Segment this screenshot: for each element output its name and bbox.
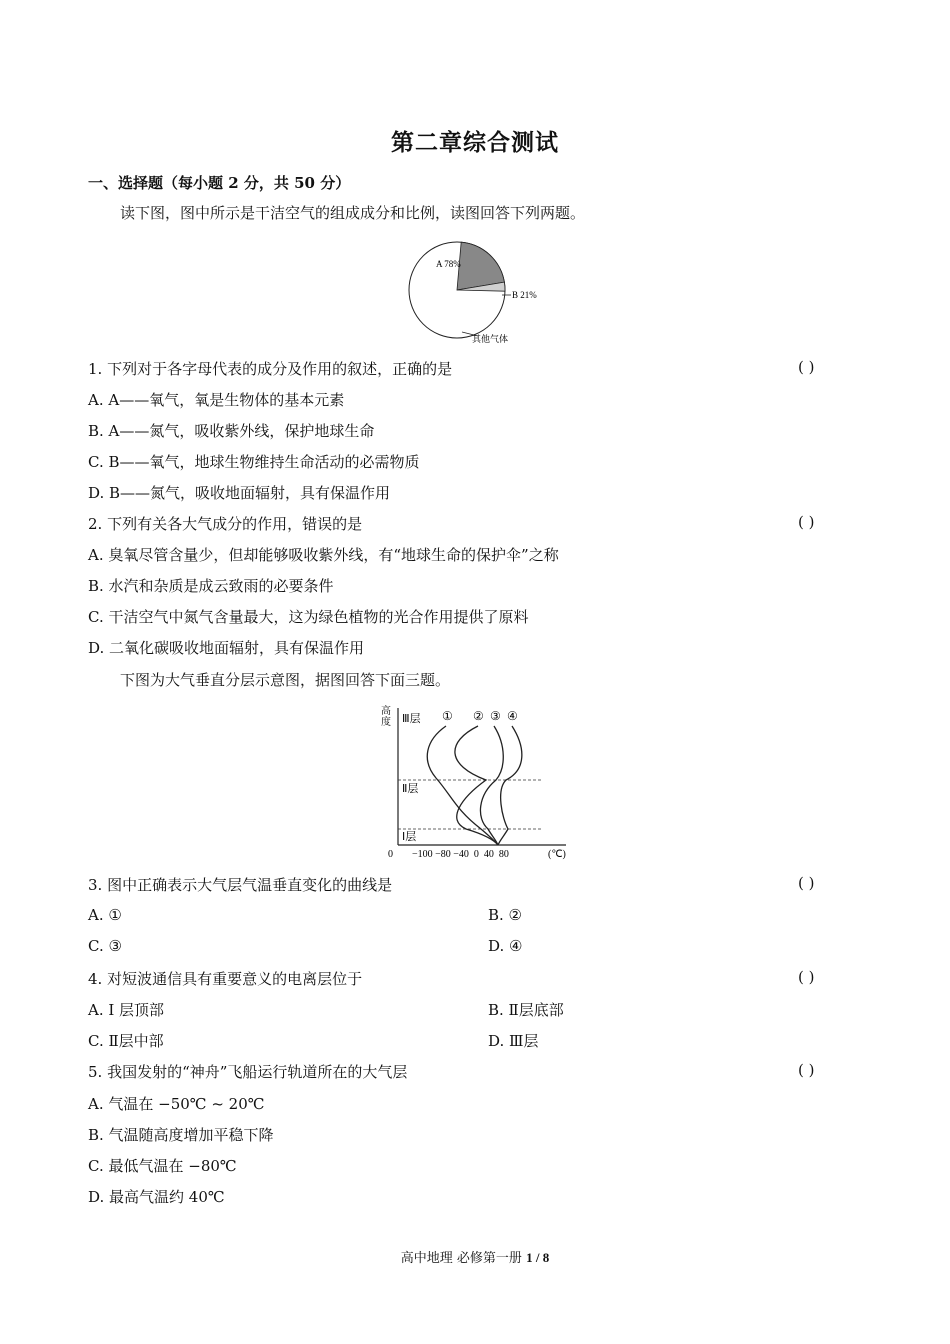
q2-stem: 2. 下列有关各大气成分的作用，错误的是 xyxy=(88,515,363,533)
q3-option-c: C. ③ xyxy=(88,937,122,955)
q5-stem: 5. 我国发射的“神舟”飞船运行轨道所在的大气层 xyxy=(88,1063,408,1081)
atmosphere-diagram xyxy=(376,700,576,865)
page-title: 第二章综合测试 xyxy=(391,129,559,156)
intro-text-1: 读下图，图中所示是干洁空气的组成成分和比例，读图回答下列两题。 xyxy=(120,204,586,222)
q4-answer-paren: ( ) xyxy=(798,968,815,986)
curve-2-marker: ② xyxy=(473,709,484,723)
pie-slice-b xyxy=(457,242,504,290)
x-axis-ticks: −100 −80 −40 0 40 80 xyxy=(412,849,509,860)
q3-stem: 3. 图中正确表示大气层气温垂直变化的曲线是 xyxy=(88,876,393,894)
q4-option-c: C. Ⅱ层中部 xyxy=(88,1032,164,1050)
q2-answer-paren: ( ) xyxy=(798,513,815,531)
intro-text-2: 下图为大气垂直分层示意图，据图回答下面三题。 xyxy=(120,671,451,689)
pie-label-a: A 78% xyxy=(436,259,461,269)
q2-option-d: D. 二氧化碳吸收地面辐射，具有保温作用 xyxy=(88,639,365,657)
q4-option-b: B. Ⅱ层底部 xyxy=(488,1001,564,1019)
q5-option-d: D. 最高气温约 40℃ xyxy=(88,1188,225,1206)
x-origin: 0 xyxy=(388,849,393,860)
q2-option-b: B. 水汽和杂质是成云致雨的必要条件 xyxy=(88,577,334,595)
x-axis-unit: (℃) xyxy=(548,849,566,860)
q5-option-b: B. 气温随高度增加平稳下降 xyxy=(88,1126,274,1144)
q5-option-c: C. 最低气温在 −80℃ xyxy=(88,1157,237,1175)
pie-label-other: 其他气体 xyxy=(472,334,509,344)
q1-option-d: D. B——氮气，吸收地面辐射，具有保温作用 xyxy=(88,484,391,502)
q3-option-a: A. ① xyxy=(88,906,122,924)
footer-subject: 高中地理 必修第一册 xyxy=(400,1251,522,1266)
section-heading: 一、选择题（每小题 2 分，共 50 分） xyxy=(88,174,351,192)
q2-option-c: C. 干洁空气中氮气含量最大，这为绿色植物的光合作用提供了原料 xyxy=(88,608,529,626)
y-axis-label: 高度 xyxy=(381,706,391,728)
q1-option-c: C. B——氧气，地球生物维持生命活动的必需物质 xyxy=(88,453,420,471)
q1-option-a: A. A——氧气，氧是生物体的基本元素 xyxy=(88,391,345,409)
curve-1-marker: ① xyxy=(442,709,453,723)
curve-4-marker: ④ xyxy=(507,709,518,723)
curve-3 xyxy=(480,726,503,845)
q3-option-d: D. ④ xyxy=(488,937,523,955)
footer-page-number: 1 / 8 xyxy=(526,1250,550,1265)
curve-3-marker: ③ xyxy=(490,709,501,723)
layer-3-label: Ⅲ层 xyxy=(402,713,421,725)
curve-2 xyxy=(455,726,498,845)
q4-option-d: D. Ⅲ层 xyxy=(488,1032,539,1050)
q1-answer-paren: ( ) xyxy=(798,358,815,376)
page-footer xyxy=(0,1247,950,1266)
q2-option-a: A. 臭氧尽管含量少，但却能够吸收紫外线，有“地球生命的保护伞”之称 xyxy=(88,546,559,564)
q4-option-a: A. I 层顶部 xyxy=(88,1001,165,1019)
pie-chart xyxy=(400,240,550,348)
layer-1-label: Ⅰ层 xyxy=(402,831,417,843)
q4-stem: 4. 对短波通信具有重要意义的电离层位于 xyxy=(88,970,363,988)
q3-answer-paren: ( ) xyxy=(798,874,815,892)
q3-option-b: B. ② xyxy=(488,906,523,924)
q5-answer-paren: ( ) xyxy=(798,1061,815,1079)
layer-2-label: Ⅱ层 xyxy=(402,783,419,795)
q1-stem: 1. 下列对于各字母代表的成分及作用的叙述，正确的是 xyxy=(88,360,453,378)
q1-option-b: B. A——氮气，吸收紫外线，保护地球生命 xyxy=(88,422,375,440)
q5-option-a: A. 气温在 −50℃ ~ 20℃ xyxy=(88,1095,265,1113)
pie-label-b: B 21% xyxy=(512,290,537,300)
